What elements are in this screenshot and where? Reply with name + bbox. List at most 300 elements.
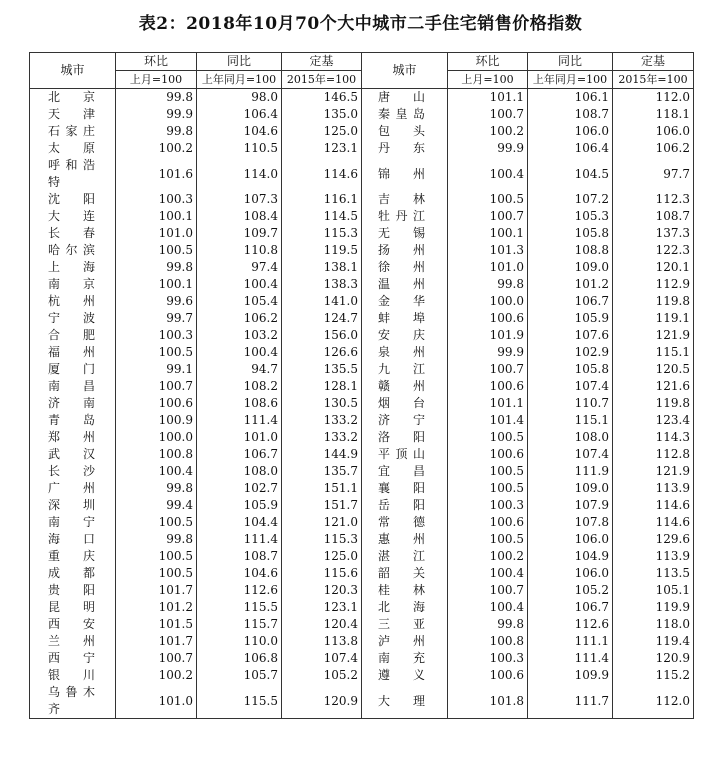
yoy-cell: 108.4 (197, 208, 282, 225)
yoy-cell: 109.0 (528, 259, 613, 276)
base-cell: 119.1 (613, 310, 694, 327)
yoy-cell: 106.7 (197, 446, 282, 463)
base-cell: 128.1 (282, 378, 362, 395)
mom-cell: 100.1 (448, 225, 528, 242)
base-cell: 118.0 (613, 616, 694, 633)
base-header-right: 定基 (613, 53, 694, 71)
mom-cell: 100.3 (116, 327, 197, 344)
base-cell: 105.2 (282, 667, 362, 684)
mom-cell: 101.2 (116, 599, 197, 616)
city-cell: 广州 (30, 480, 116, 497)
yoy-cell: 111.4 (197, 412, 282, 429)
table-row (30, 378, 694, 395)
base-cell: 120.4 (282, 616, 362, 633)
mom-cell: 99.7 (116, 310, 197, 327)
base-cell: 119.8 (613, 395, 694, 412)
city-cell: 蚌埠 (362, 310, 448, 327)
mom-cell: 101.0 (116, 225, 197, 242)
city-cell: 海口 (30, 531, 116, 548)
yoy-cell: 105.8 (528, 361, 613, 378)
yoy-cell: 111.4 (197, 531, 282, 548)
mom-cell: 100.1 (116, 276, 197, 293)
yoy-cell: 108.6 (197, 395, 282, 412)
mom-cell: 100.8 (116, 446, 197, 463)
mom-cell: 101.4 (448, 412, 528, 429)
base-cell: 129.6 (613, 531, 694, 548)
base-cell: 112.0 (613, 89, 694, 107)
base-sub-left: 2015年=100 (282, 71, 362, 89)
yoy-cell: 108.0 (528, 429, 613, 446)
base-cell: 119.8 (613, 293, 694, 310)
table-row (30, 582, 694, 599)
mom-cell: 100.0 (116, 429, 197, 446)
yoy-cell: 104.6 (197, 123, 282, 140)
base-sub-right: 2015年=100 (613, 71, 694, 89)
mom-cell: 100.4 (448, 157, 528, 191)
table-row (30, 208, 694, 225)
yoy-sub-right: 上年同月=100 (528, 71, 613, 89)
base-cell: 113.8 (282, 633, 362, 650)
city-cell: 石家庄 (30, 123, 116, 140)
city-cell: 呼和浩特 (30, 157, 116, 191)
mom-cell: 99.9 (448, 344, 528, 361)
city-cell: 乌鲁木齐 (30, 684, 116, 719)
base-cell: 125.0 (282, 548, 362, 565)
table-row (30, 310, 694, 327)
mom-cell: 99.8 (116, 123, 197, 140)
base-cell: 123.4 (613, 412, 694, 429)
city-cell: 贵阳 (30, 582, 116, 599)
city-cell: 泸州 (362, 633, 448, 650)
price-index-table (29, 52, 694, 719)
base-cell: 115.3 (282, 531, 362, 548)
mom-cell: 100.6 (116, 395, 197, 412)
base-cell: 112.8 (613, 446, 694, 463)
mom-cell: 100.7 (448, 208, 528, 225)
base-cell: 113.9 (613, 480, 694, 497)
yoy-cell: 110.0 (197, 633, 282, 650)
table-row (30, 616, 694, 633)
yoy-cell: 104.5 (528, 157, 613, 191)
yoy-cell: 108.7 (528, 106, 613, 123)
yoy-cell: 106.7 (528, 599, 613, 616)
city-cell: 太原 (30, 140, 116, 157)
city-cell: 常德 (362, 514, 448, 531)
base-cell: 118.1 (613, 106, 694, 123)
yoy-cell: 102.9 (528, 344, 613, 361)
yoy-cell: 97.4 (197, 259, 282, 276)
yoy-cell: 112.6 (197, 582, 282, 599)
base-cell: 135.7 (282, 463, 362, 480)
table-row (30, 123, 694, 140)
yoy-cell: 111.7 (528, 684, 613, 719)
city-cell: 泉州 (362, 344, 448, 361)
table-row (30, 412, 694, 429)
base-cell: 122.3 (613, 242, 694, 259)
mom-cell: 100.5 (116, 242, 197, 259)
mom-cell: 100.7 (116, 650, 197, 667)
city-cell: 遵义 (362, 667, 448, 684)
table-row (30, 497, 694, 514)
mom-sub-right: 上月=100 (448, 71, 528, 89)
base-cell: 120.1 (613, 259, 694, 276)
mom-cell: 100.1 (116, 208, 197, 225)
city-cell: 丹东 (362, 140, 448, 157)
base-header-left: 定基 (282, 53, 362, 71)
table-row (30, 89, 694, 107)
city-cell: 银川 (30, 667, 116, 684)
city-cell: 湛江 (362, 548, 448, 565)
yoy-cell: 105.9 (197, 497, 282, 514)
yoy-cell: 106.8 (197, 650, 282, 667)
city-cell: 南昌 (30, 378, 116, 395)
yoy-cell: 106.0 (528, 123, 613, 140)
yoy-cell: 106.7 (528, 293, 613, 310)
base-cell: 130.5 (282, 395, 362, 412)
mom-cell: 100.5 (448, 531, 528, 548)
yoy-cell: 109.9 (528, 667, 613, 684)
city-cell: 桂林 (362, 582, 448, 599)
base-cell: 120.9 (613, 650, 694, 667)
city-cell: 宁波 (30, 310, 116, 327)
city-cell: 无锡 (362, 225, 448, 242)
city-cell: 惠州 (362, 531, 448, 548)
base-cell: 114.3 (613, 429, 694, 446)
city-header-right: 城市 (362, 53, 448, 89)
mom-cell: 100.3 (116, 191, 197, 208)
mom-cell: 101.0 (116, 684, 197, 719)
mom-cell: 100.2 (116, 140, 197, 157)
mom-cell: 99.9 (116, 106, 197, 123)
mom-cell: 100.6 (448, 446, 528, 463)
city-cell: 九江 (362, 361, 448, 378)
yoy-cell: 112.6 (528, 616, 613, 633)
yoy-cell: 94.7 (197, 361, 282, 378)
city-cell: 深圳 (30, 497, 116, 514)
mom-cell: 100.4 (116, 463, 197, 480)
city-cell: 牡丹江 (362, 208, 448, 225)
table-row (30, 514, 694, 531)
mom-cell: 100.7 (448, 106, 528, 123)
base-cell: 121.9 (613, 463, 694, 480)
table-row (30, 463, 694, 480)
yoy-header-left: 同比 (197, 53, 282, 71)
city-cell: 济宁 (362, 412, 448, 429)
city-cell: 北京 (30, 89, 116, 107)
city-cell: 三亚 (362, 616, 448, 633)
base-cell: 116.1 (282, 191, 362, 208)
yoy-cell: 107.6 (528, 327, 613, 344)
city-cell: 成都 (30, 565, 116, 582)
base-cell: 123.1 (282, 599, 362, 616)
base-cell: 113.5 (613, 565, 694, 582)
yoy-header-right: 同比 (528, 53, 613, 71)
mom-cell: 101.5 (116, 616, 197, 633)
mom-cell: 100.7 (116, 378, 197, 395)
city-cell: 宜昌 (362, 463, 448, 480)
base-cell: 108.7 (613, 208, 694, 225)
city-cell: 武汉 (30, 446, 116, 463)
yoy-cell: 108.0 (197, 463, 282, 480)
table-row (30, 157, 694, 191)
yoy-cell: 106.0 (528, 565, 613, 582)
yoy-cell: 107.4 (528, 378, 613, 395)
table-row (30, 599, 694, 616)
mom-cell: 100.5 (116, 344, 197, 361)
mom-cell: 101.3 (448, 242, 528, 259)
yoy-cell: 107.9 (528, 497, 613, 514)
base-cell: 120.9 (282, 684, 362, 719)
yoy-cell: 106.0 (528, 531, 613, 548)
city-cell: 长春 (30, 225, 116, 242)
city-cell: 烟台 (362, 395, 448, 412)
table-row (30, 684, 694, 719)
yoy-cell: 111.4 (528, 650, 613, 667)
yoy-cell: 115.5 (197, 684, 282, 719)
yoy-cell: 104.9 (528, 548, 613, 565)
table-row (30, 531, 694, 548)
yoy-cell: 101.2 (528, 276, 613, 293)
base-cell: 115.1 (613, 344, 694, 361)
mom-cell: 101.7 (116, 582, 197, 599)
city-cell: 合肥 (30, 327, 116, 344)
mom-cell: 100.7 (448, 582, 528, 599)
mom-cell: 100.5 (448, 191, 528, 208)
base-cell: 120.5 (613, 361, 694, 378)
base-cell: 156.0 (282, 327, 362, 344)
city-cell: 重庆 (30, 548, 116, 565)
mom-cell: 101.6 (116, 157, 197, 191)
base-cell: 115.3 (282, 225, 362, 242)
mom-cell: 99.8 (448, 616, 528, 633)
yoy-cell: 106.1 (528, 89, 613, 107)
city-cell: 南宁 (30, 514, 116, 531)
city-cell: 沈阳 (30, 191, 116, 208)
mom-cell: 99.8 (116, 259, 197, 276)
base-cell: 123.1 (282, 140, 362, 157)
base-cell: 107.4 (282, 650, 362, 667)
table-title: 表2：2018年10月70个大中城市二手住宅销售价格指数 (138, 14, 583, 34)
city-cell: 洛阳 (362, 429, 448, 446)
mom-header-left: 环比 (116, 53, 197, 71)
yoy-cell: 106.4 (528, 140, 613, 157)
city-cell: 上海 (30, 259, 116, 276)
mom-cell: 99.8 (116, 480, 197, 497)
table-row (30, 446, 694, 463)
city-cell: 秦皇岛 (362, 106, 448, 123)
mom-cell: 100.2 (448, 123, 528, 140)
base-cell: 144.9 (282, 446, 362, 463)
city-cell: 福州 (30, 344, 116, 361)
yoy-cell: 107.4 (528, 446, 613, 463)
yoy-cell: 111.9 (528, 463, 613, 480)
mom-cell: 101.9 (448, 327, 528, 344)
city-cell: 韶关 (362, 565, 448, 582)
base-cell: 112.0 (613, 684, 694, 719)
table-row (30, 565, 694, 582)
base-cell: 114.6 (613, 514, 694, 531)
city-cell: 济南 (30, 395, 116, 412)
yoy-cell: 98.0 (197, 89, 282, 107)
mom-cell: 99.8 (116, 89, 197, 107)
city-cell: 郑州 (30, 429, 116, 446)
yoy-cell: 110.7 (528, 395, 613, 412)
base-cell: 105.1 (613, 582, 694, 599)
table-row (30, 140, 694, 157)
table-row (30, 327, 694, 344)
mom-header-right: 环比 (448, 53, 528, 71)
city-cell: 徐州 (362, 259, 448, 276)
mom-cell: 100.8 (448, 633, 528, 650)
mom-cell: 101.7 (116, 633, 197, 650)
base-cell: 119.5 (282, 242, 362, 259)
city-cell: 大理 (362, 684, 448, 719)
header-row-main (30, 53, 694, 71)
mom-cell: 99.1 (116, 361, 197, 378)
yoy-cell: 102.7 (197, 480, 282, 497)
base-cell: 112.9 (613, 276, 694, 293)
base-cell: 114.6 (613, 497, 694, 514)
base-cell: 146.5 (282, 89, 362, 107)
base-cell: 106.0 (613, 123, 694, 140)
yoy-cell: 107.3 (197, 191, 282, 208)
mom-cell: 100.3 (448, 497, 528, 514)
mom-cell: 100.2 (116, 667, 197, 684)
base-cell: 121.0 (282, 514, 362, 531)
yoy-cell: 109.0 (528, 480, 613, 497)
mom-cell: 100.2 (448, 548, 528, 565)
base-cell: 138.3 (282, 276, 362, 293)
table-row (30, 259, 694, 276)
mom-cell: 99.6 (116, 293, 197, 310)
mom-cell: 100.0 (448, 293, 528, 310)
yoy-sub-left: 上年同月=100 (197, 71, 282, 89)
mom-cell: 99.9 (448, 140, 528, 157)
base-cell: 135.5 (282, 361, 362, 378)
yoy-cell: 105.7 (197, 667, 282, 684)
mom-cell: 100.5 (448, 429, 528, 446)
city-cell: 吉林 (362, 191, 448, 208)
yoy-cell: 110.5 (197, 140, 282, 157)
yoy-cell: 110.8 (197, 242, 282, 259)
mom-cell: 100.5 (116, 514, 197, 531)
city-cell: 青岛 (30, 412, 116, 429)
base-cell: 113.9 (613, 548, 694, 565)
city-cell: 平顶山 (362, 446, 448, 463)
city-cell: 扬州 (362, 242, 448, 259)
base-cell: 120.3 (282, 582, 362, 599)
yoy-cell: 109.7 (197, 225, 282, 242)
mom-cell: 100.6 (448, 378, 528, 395)
table-row (30, 293, 694, 310)
yoy-cell: 115.5 (197, 599, 282, 616)
mom-cell: 101.1 (448, 395, 528, 412)
yoy-cell: 103.2 (197, 327, 282, 344)
base-cell: 133.2 (282, 429, 362, 446)
yoy-cell: 106.4 (197, 106, 282, 123)
table-row (30, 225, 694, 242)
mom-cell: 100.6 (448, 310, 528, 327)
base-cell: 133.2 (282, 412, 362, 429)
city-cell: 哈尔滨 (30, 242, 116, 259)
mom-cell: 99.8 (448, 276, 528, 293)
base-cell: 119.9 (613, 599, 694, 616)
table-row (30, 548, 694, 565)
base-cell: 141.0 (282, 293, 362, 310)
table-row (30, 191, 694, 208)
table-body (30, 89, 694, 719)
city-cell: 温州 (362, 276, 448, 293)
city-cell: 唐山 (362, 89, 448, 107)
yoy-cell: 107.2 (528, 191, 613, 208)
base-cell: 115.6 (282, 565, 362, 582)
city-cell: 包头 (362, 123, 448, 140)
yoy-cell: 104.4 (197, 514, 282, 531)
table-row (30, 650, 694, 667)
mom-cell: 101.0 (448, 259, 528, 276)
table-row (30, 667, 694, 684)
base-cell: 115.2 (613, 667, 694, 684)
yoy-cell: 108.7 (197, 548, 282, 565)
table-row (30, 633, 694, 650)
yoy-cell: 105.4 (197, 293, 282, 310)
yoy-cell: 111.1 (528, 633, 613, 650)
mom-cell: 100.9 (116, 412, 197, 429)
mom-cell: 100.5 (116, 565, 197, 582)
mom-cell: 99.8 (116, 531, 197, 548)
city-cell: 兰州 (30, 633, 116, 650)
yoy-cell: 107.8 (528, 514, 613, 531)
yoy-cell: 108.8 (528, 242, 613, 259)
base-cell: 121.9 (613, 327, 694, 344)
city-header-left: 城市 (30, 53, 116, 89)
base-cell: 137.3 (613, 225, 694, 242)
city-cell: 西安 (30, 616, 116, 633)
city-cell: 天津 (30, 106, 116, 123)
mom-cell: 100.6 (448, 667, 528, 684)
mom-cell: 100.6 (448, 514, 528, 531)
mom-cell: 100.3 (448, 650, 528, 667)
mom-sub-left: 上月=100 (116, 71, 197, 89)
yoy-cell: 105.3 (528, 208, 613, 225)
city-cell: 金华 (362, 293, 448, 310)
table-row (30, 242, 694, 259)
base-cell: 114.5 (282, 208, 362, 225)
city-cell: 厦门 (30, 361, 116, 378)
city-cell: 杭州 (30, 293, 116, 310)
mom-cell: 100.4 (448, 599, 528, 616)
yoy-cell: 114.0 (197, 157, 282, 191)
city-cell: 赣州 (362, 378, 448, 395)
yoy-cell: 100.4 (197, 276, 282, 293)
yoy-cell: 106.2 (197, 310, 282, 327)
base-cell: 119.4 (613, 633, 694, 650)
base-cell: 151.7 (282, 497, 362, 514)
mom-cell: 101.8 (448, 684, 528, 719)
table-row (30, 429, 694, 446)
city-cell: 安庆 (362, 327, 448, 344)
mom-cell: 100.7 (448, 361, 528, 378)
base-cell: 138.1 (282, 259, 362, 276)
city-cell: 襄阳 (362, 480, 448, 497)
table-row (30, 106, 694, 123)
table-row (30, 361, 694, 378)
yoy-cell: 105.2 (528, 582, 613, 599)
city-cell: 岳阳 (362, 497, 448, 514)
base-cell: 135.0 (282, 106, 362, 123)
yoy-cell: 100.4 (197, 344, 282, 361)
mom-cell: 100.5 (116, 548, 197, 565)
